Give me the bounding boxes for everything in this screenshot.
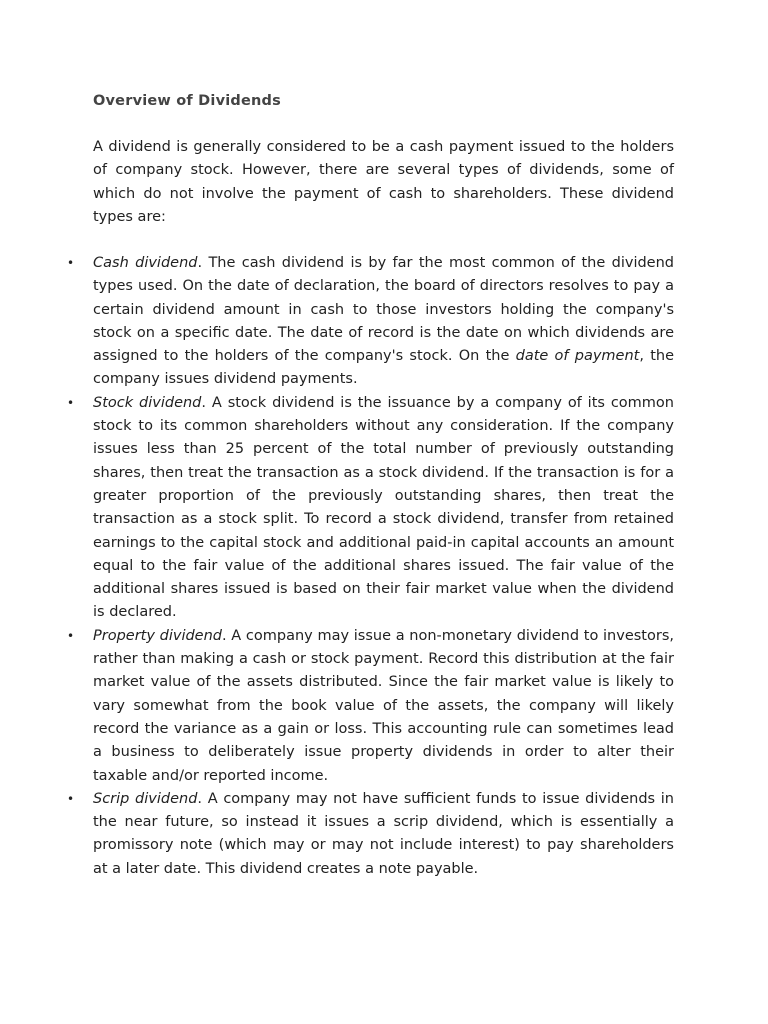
item-text-end: , the company issues dividend payments. [93,348,674,388]
list-item-stock-dividend [67,392,674,625]
term-label: Property dividend [93,627,222,644]
bullet-icon: • [67,628,75,643]
item-text: . A company may not have sufficient funds to issue dividends in the near future, so instead it issues a scrip dividend, which is essentially a promissory note (which may or may not include interest) to pay shareholders at a later date. This dividend creates a note payable. [93,790,674,877]
dividend-types-list [0,252,768,881]
list-item-property-dividend [67,625,674,788]
emphasis-text: date of payment [515,348,640,365]
item-text: . A company may issue a non-monetary dividend to investors, rather than making a cash or stock payment. Record this distribution at the fair market value of the assets distributed. Since the fair market value is likely to vary somewhat from the book value of the assets, the company will likely record the variance as a gain or loss. This accounting rule can sometimes lead a business to deliberately issue property dividends in order to alter their taxable and/or reported income. [93,627,674,784]
bullet-icon: • [67,256,75,270]
term-label: Cash dividend [93,255,198,271]
term-label: Scrip dividend [93,790,198,807]
bullet-icon: • [67,791,75,806]
bullet-icon: • [67,395,75,410]
list-item-scrip-dividend [67,788,674,881]
intro-paragraph: A dividend is generally considered to be a cash payment issued to the holders of company stock. However, there are several types of dividends, some of which do not involve the payment of cash to shareholders. These dividend types are: [93,139,674,225]
item-text: . The cash dividend is by far the most common of the dividend types used. On the date of declaration, the board of directors resolves to pay a certain dividend amount in cash to those investors holding the company's stock on a specific date. The date of record is the date on which dividends are assigned to the holders of the company's stock. On the [93,255,674,365]
document-title: Overview of Dividends [93,93,281,109]
term-label: Stock dividend [93,394,202,411]
item-text: . A stock dividend is the issuance by a company of its common stock to its common shareholders without any consideration. If the company issues less than 25 percent of the total number of previously outstanding shares, then treat the transaction as a stock dividend. If the transaction is for a greater proportion of the previously outstanding shares, then treat the transaction as a stock split. To record a stock dividend, transfer from retained earnings to the capital stock and additional paid-in capital accounts an amount equal to the fair value of the additional shares issued. The fair value of the additional shares issued is based on their fair market value when the dividend is declared. [93,394,674,621]
list-item-cash-dividend [67,252,674,392]
